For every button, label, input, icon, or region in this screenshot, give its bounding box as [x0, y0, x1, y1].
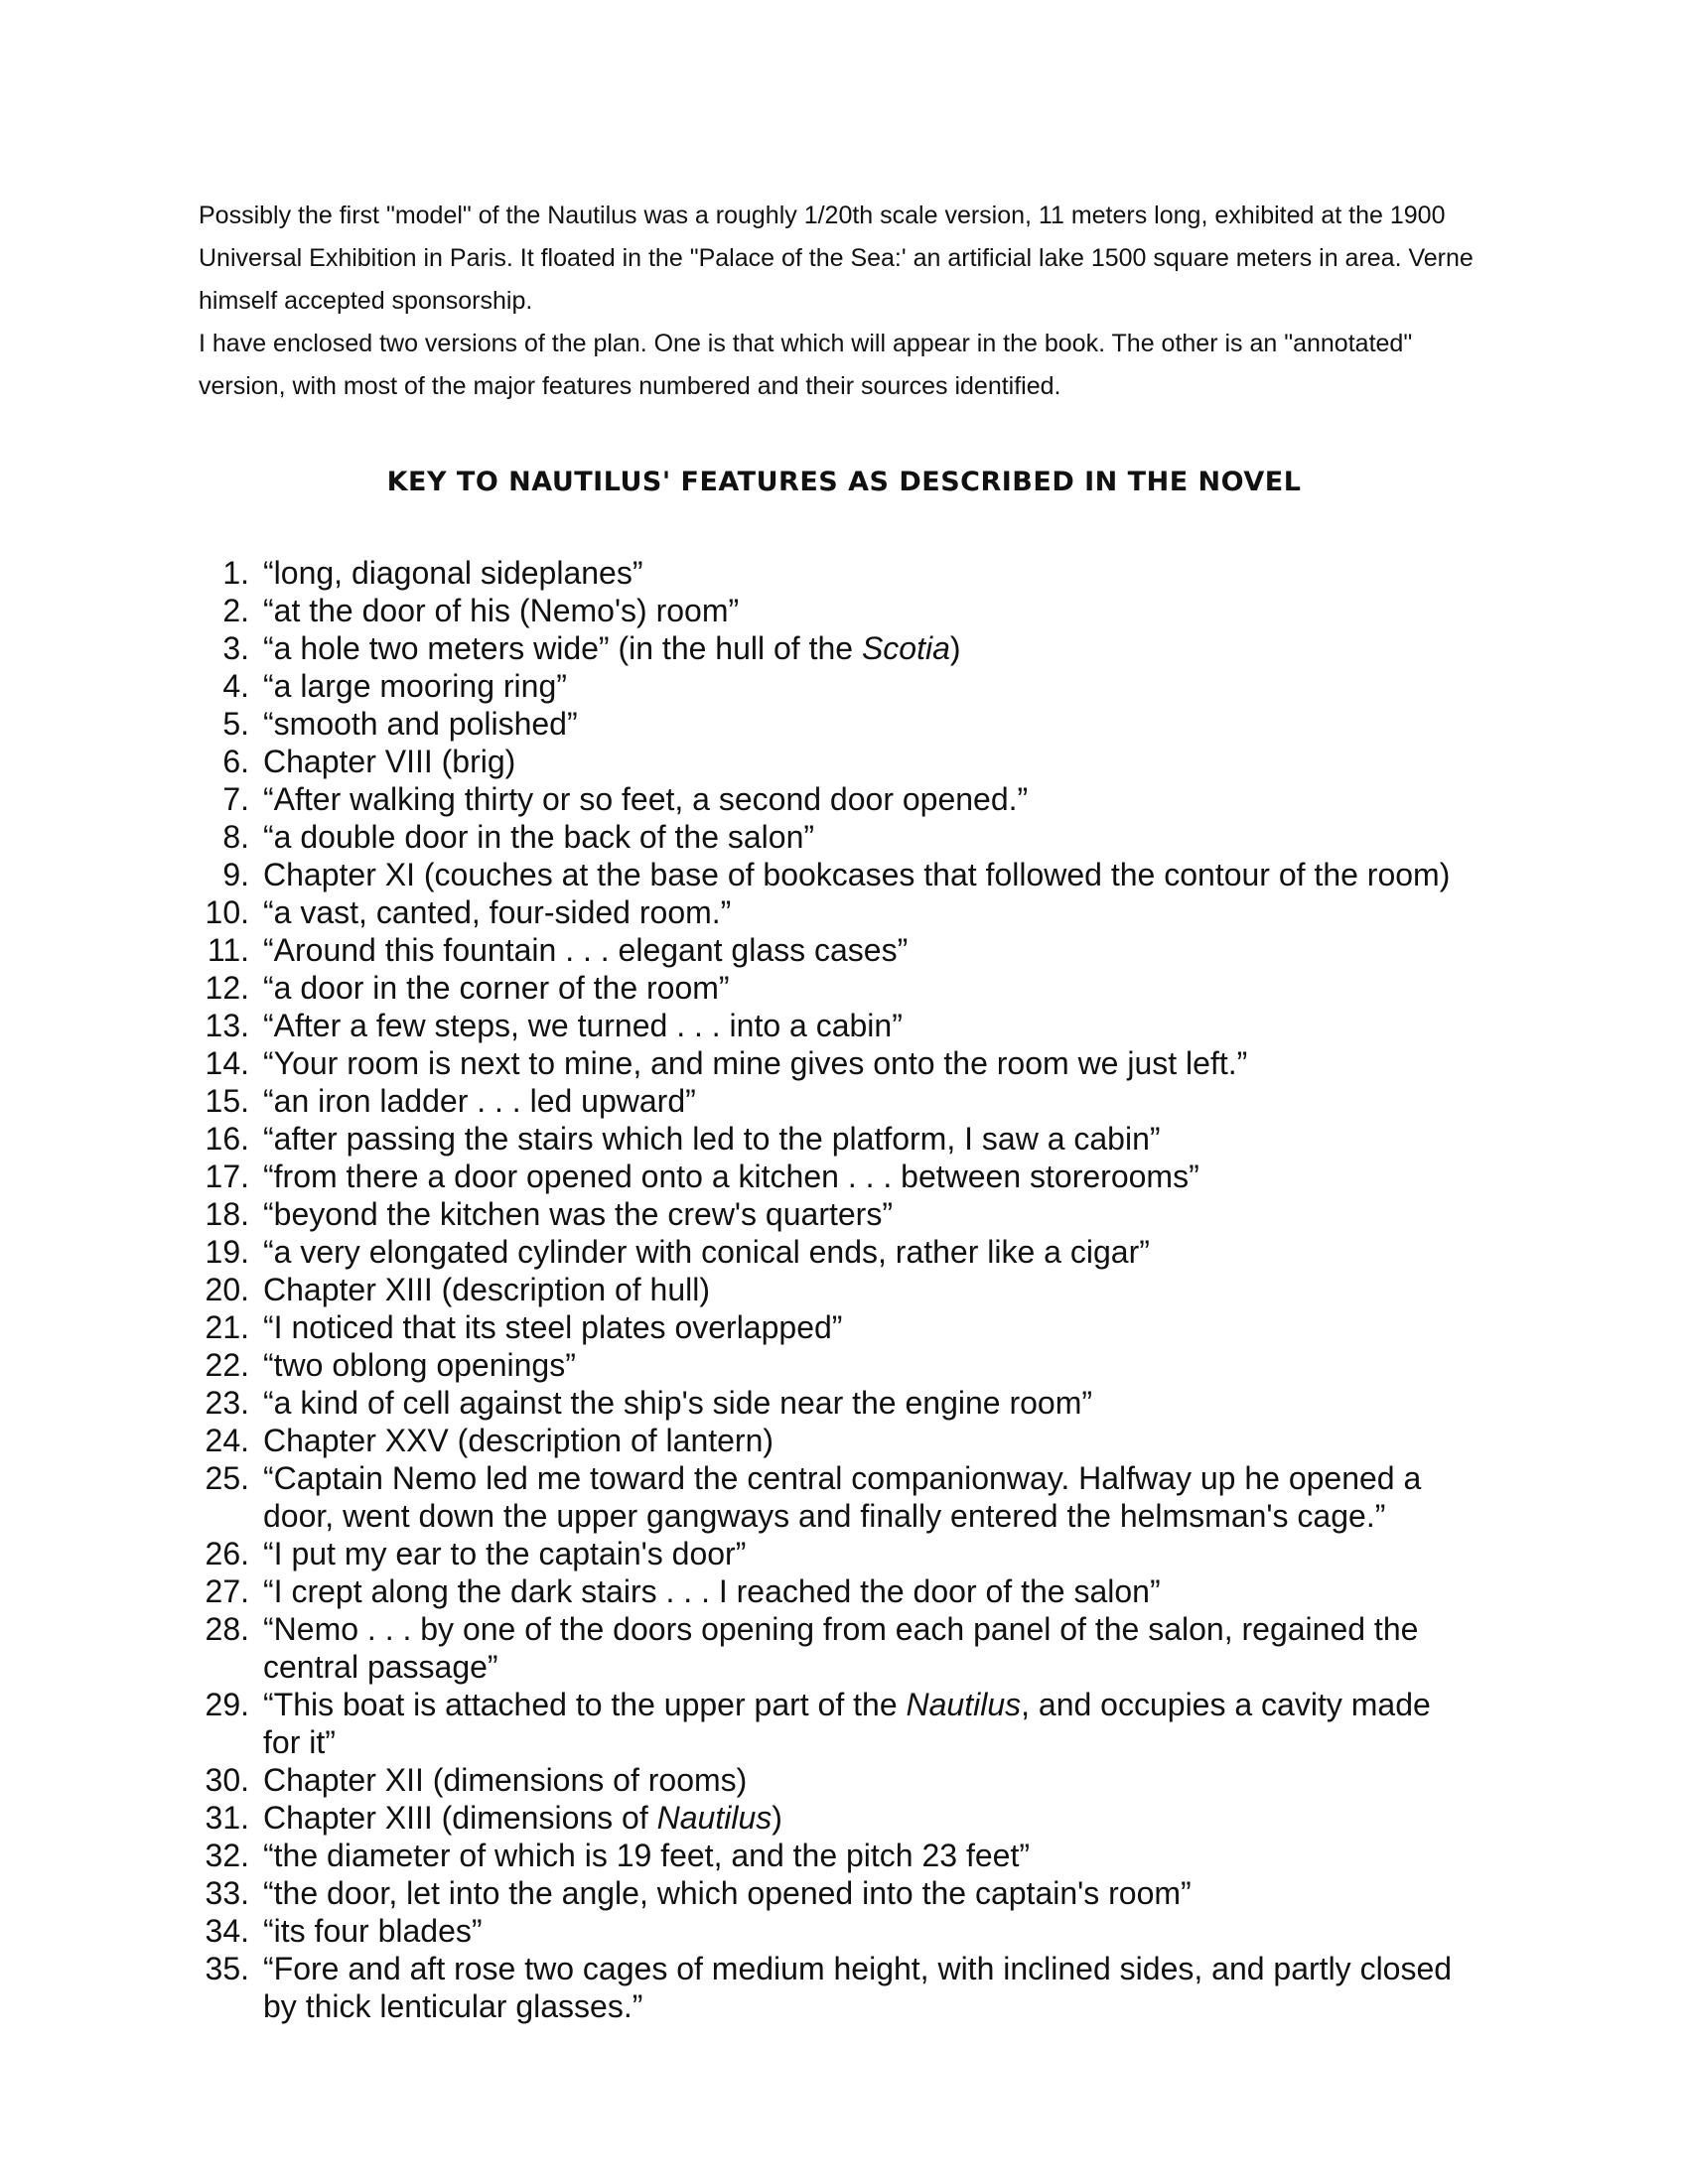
key-item-number: 23.	[205, 1385, 249, 1421]
key-item-tail: )	[949, 630, 961, 666]
key-item-text	[249, 780, 1475, 818]
key-item-number: 17.	[205, 1159, 249, 1194]
key-item-number: 19.	[205, 1234, 249, 1270]
key-item-quote: “a large mooring ring”	[263, 668, 567, 704]
key-item-text	[249, 1912, 1475, 1950]
key-item	[184, 1799, 1475, 1837]
key-item-text	[249, 1082, 1475, 1120]
key-item-quote: “a very elongated cylinder with conical ends, rather like a cigar”	[263, 1234, 1150, 1270]
key-item-quote: “a hole two meters wide” (in the hull of the	[263, 630, 862, 666]
key-item	[184, 1686, 1475, 1761]
key-item-quote: “after passing the stairs which led to the platform, I saw a cabin”	[263, 1121, 1161, 1157]
key-item-text	[249, 1686, 1475, 1761]
key-item	[184, 1044, 1475, 1082]
key-item-quote: “a vast, canted, four-sided room.”	[263, 894, 732, 930]
key-item	[184, 1082, 1475, 1120]
key-item-text	[249, 1837, 1475, 1874]
key-item	[184, 1610, 1475, 1686]
key-item	[184, 1535, 1475, 1572]
key-item-number: 11.	[207, 932, 249, 968]
key-item-quote: “Around this fountain . . . elegant glass cases”	[263, 932, 909, 968]
key-item-number: 13.	[205, 1008, 249, 1043]
key-item-number: 3.	[222, 630, 249, 666]
key-item	[184, 856, 1475, 893]
key-item-number: 14.	[205, 1045, 249, 1081]
key-item-text	[249, 818, 1475, 856]
key-item	[184, 1007, 1475, 1044]
key-item-text	[249, 1120, 1475, 1158]
key-item-text	[249, 856, 1475, 893]
key-item-text	[249, 1874, 1475, 1912]
key-item-quote: “an iron ladder . . . led upward”	[263, 1083, 696, 1119]
key-item-text	[249, 1572, 1475, 1610]
key-item-number: 1.	[222, 555, 249, 591]
key-item-quote: Chapter XIII (dimensions of	[263, 1800, 657, 1836]
intro-text	[199, 195, 1489, 408]
key-item-quote: “I crept along the dark stairs . . . I reached the door of the salon”	[263, 1573, 1161, 1609]
key-item-quote: “a door in the corner of the room”	[263, 970, 730, 1006]
key-item-quote: “Fore and aft rose two cages of medium height, with inclined sides, and partly closed by thick lenticular glasses.”	[263, 1951, 1453, 2024]
key-item-text	[249, 1459, 1475, 1535]
key-item-italic: Scotia	[861, 630, 950, 666]
key-item-quote: “Nemo . . . by one of the doors opening from each panel of the salon, regained the central passage”	[263, 1611, 1419, 1685]
key-item-text	[249, 1535, 1475, 1572]
key-item-quote: “After a few steps, we turned . . . into a cabin”	[263, 1008, 903, 1043]
key-item-number: 2.	[222, 593, 249, 628]
key-item	[184, 1459, 1475, 1535]
key-item	[184, 1761, 1475, 1799]
key-item-quote: “two oblong openings”	[263, 1347, 576, 1383]
key-item-number: 25.	[205, 1460, 249, 1496]
key-item-quote: “Captain Nemo led me toward the central companionway. Halfway up he opened a door, went down the upper gangways and finally entered the helmsman's cage.”	[263, 1460, 1422, 1534]
key-item-number: 12.	[205, 970, 249, 1006]
key-item-italic: Nautilus	[656, 1800, 773, 1836]
key-item-text	[249, 592, 1475, 629]
key-item-number: 4.	[222, 668, 249, 704]
key-item	[184, 705, 1475, 743]
intro-paragraph: I have enclosed two versions of the plan. One is that which will appear in the book. The other is an "annotated" version, with most of the major features numbered and their sources identified.	[199, 330, 1413, 400]
key-item	[184, 1195, 1475, 1233]
key-item-number: 7.	[222, 781, 249, 817]
key-item-quote: “from there a door opened onto a kitchen . . . between storerooms”	[263, 1159, 1199, 1194]
key-item	[184, 1874, 1475, 1912]
key-item-quote: “its four blades”	[263, 1913, 483, 1949]
key-item-tail: )	[772, 1800, 782, 1836]
key-item-number: 24.	[205, 1423, 249, 1458]
key-item-text	[249, 1610, 1475, 1686]
key-item-quote: “beyond the kitchen was the crew's quarters”	[263, 1196, 893, 1232]
key-item-tail: , and occupies a cavity made for it”	[263, 1687, 1431, 1760]
key-item	[184, 1233, 1475, 1271]
key-item-text	[249, 1384, 1475, 1422]
key-item-quote: Chapter XII (dimensions of rooms)	[263, 1762, 748, 1798]
key-item-number: 22.	[205, 1347, 249, 1383]
key-item-text	[249, 1950, 1475, 2025]
key-item-number: 5.	[222, 706, 249, 742]
key-item	[184, 1912, 1475, 1950]
key-item-number: 9.	[222, 857, 249, 892]
key-item-number: 34.	[205, 1913, 249, 1949]
key-item-text	[249, 1799, 1475, 1837]
key-item	[184, 1837, 1475, 1874]
key-item-number: 15.	[205, 1083, 249, 1119]
key-item-quote: “This boat is attached to the upper part of the	[263, 1687, 907, 1722]
key-item-text	[249, 1158, 1475, 1195]
key-item-text	[249, 969, 1475, 1007]
key-item-quote: Chapter VIII (brig)	[263, 744, 516, 779]
key-item-quote: Chapter XIII (description of hull)	[263, 1272, 710, 1307]
key-item	[184, 592, 1475, 629]
key-item-text	[249, 629, 1475, 667]
key-item-quote: “the diameter of which is 19 feet, and the pitch 23 feet”	[263, 1838, 1030, 1873]
key-item	[184, 1120, 1475, 1158]
key-item-number: 18.	[205, 1196, 249, 1232]
key-item	[184, 969, 1475, 1007]
key-item-quote: “Your room is next to mine, and mine gives onto the room we just left.”	[263, 1045, 1248, 1081]
key-item	[184, 1950, 1475, 2025]
key-item	[184, 1572, 1475, 1610]
key-item-text	[249, 667, 1475, 705]
key-item-quote: “at the door of his (Nemo's) room”	[263, 593, 740, 628]
key-item	[184, 1346, 1475, 1384]
key-item	[184, 1158, 1475, 1195]
key-item-text	[249, 893, 1475, 931]
key-item	[184, 893, 1475, 931]
key-item-quote: “I put my ear to the captain's door”	[263, 1536, 747, 1571]
key-heading: KEY TO NAUTILUS' FEATURES AS DESCRIBED IN THE NOVEL	[386, 467, 1302, 497]
key-item-number: 32.	[205, 1838, 249, 1873]
key-item	[184, 818, 1475, 856]
key-item-number: 16.	[205, 1121, 249, 1157]
key-item-text	[249, 554, 1475, 592]
key-item-number: 8.	[222, 819, 249, 855]
key-item-number: 21.	[205, 1309, 249, 1345]
key-item	[184, 931, 1475, 969]
key-item-text	[249, 1271, 1475, 1308]
key-item-number: 27.	[205, 1573, 249, 1609]
key-item-number: 10.	[205, 894, 249, 930]
key-item-number: 31.	[205, 1800, 249, 1836]
key-item-number: 6.	[222, 744, 249, 779]
key-item-quote: “After walking thirty or so feet, a second door opened.”	[263, 781, 1029, 817]
key-item-quote: Chapter XI (couches at the base of bookcases that followed the contour of the room)	[263, 857, 1451, 892]
features-key-list	[184, 554, 1475, 2025]
key-item-number: 28.	[205, 1611, 249, 1647]
key-item-number: 29.	[205, 1687, 249, 1722]
key-item-text	[249, 1422, 1475, 1459]
key-item	[184, 743, 1475, 780]
key-item-number: 26.	[205, 1536, 249, 1571]
intro-paragraph: Possibly the first "model" of the Nautilus was a roughly 1/20th scale version, 11 meters long, exhibited at the 1900 Universal Exhibition in Paris. It floated in the "Palace of the Sea:' an artificial lake 1500 square meters in area. Verne himself accepted sponsorship.	[199, 202, 1474, 315]
key-item-quote: “a double door in the back of the salon”	[263, 819, 815, 855]
key-item-number: 20.	[205, 1272, 249, 1307]
key-item-number: 30.	[205, 1762, 249, 1798]
key-item-quote: “smooth and polished”	[263, 706, 578, 742]
key-item-text	[249, 743, 1475, 780]
key-item	[184, 1271, 1475, 1308]
key-item-text	[249, 1007, 1475, 1044]
key-item-text	[249, 1346, 1475, 1384]
key-item	[184, 1384, 1475, 1422]
key-item-text	[249, 931, 1475, 969]
key-item	[184, 780, 1475, 818]
key-item-text	[249, 1233, 1475, 1271]
key-item-text	[249, 1761, 1475, 1799]
key-item-italic: Nautilus	[906, 1687, 1022, 1722]
key-item-text	[249, 705, 1475, 743]
key-item-number: 33.	[205, 1875, 249, 1911]
key-item-quote: “the door, let into the angle, which opened into the captain's room”	[263, 1875, 1192, 1911]
key-item	[184, 1422, 1475, 1459]
key-item-text	[249, 1044, 1475, 1082]
key-item-text	[249, 1308, 1475, 1346]
key-item	[184, 554, 1475, 592]
key-item-quote: “a kind of cell against the ship's side near the engine room”	[263, 1385, 1093, 1421]
key-item-text	[249, 1195, 1475, 1233]
key-item-quote: “I noticed that its steel plates overlapped”	[263, 1309, 843, 1345]
key-item	[184, 629, 1475, 667]
key-item-quote: Chapter XXV (description of lantern)	[263, 1423, 774, 1458]
key-item	[184, 1308, 1475, 1346]
key-item-quote: “long, diagonal sideplanes”	[263, 555, 643, 591]
key-item	[184, 667, 1475, 705]
key-item-number: 35.	[205, 1951, 249, 1986]
